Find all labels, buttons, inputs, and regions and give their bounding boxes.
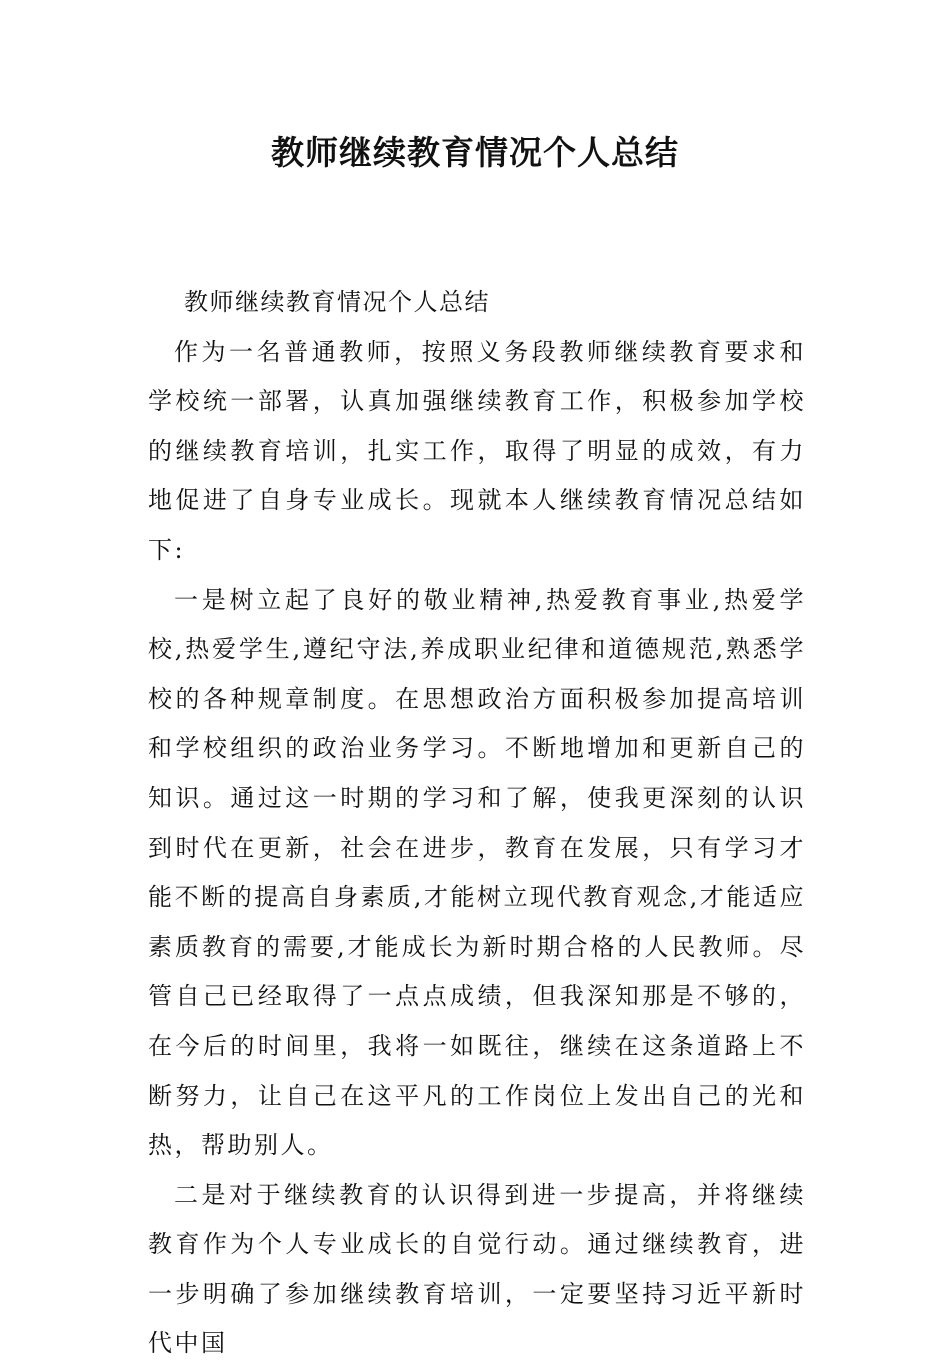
paragraph-point-one: 一是树立起了良好的敬业精神,热爱教育事业,热爱学校,热爱学生,遵纪守法,养成职业纪律和道德规范,熟悉学校的各种规章制度。在思想政治方面积极参加提高培训和学校组织的政治业务学习。不断地增加和更新自己的知识。通过这一时期的学习和了解，使我更深刻的认识到时代在更新，社会在进步，教育在发展，只有学习才能不断的提高自身素质,才能树立现代教育观念,才能适应素质教育的需要,才能成长为新时期合格的人民教师。尽管自己已经取得了一点点成绩，但我深知那是不够的，在今后的时间里，我将一如既往，继续在这条道路上不断努力，让自己在这平凡的工作岗位上发出自己的光和热，帮助别人。	[148, 585, 806, 1160]
paragraph-point-two: 二是对于继续教育的认识得到进一步提高，并将继续教育作为个人专业成长的自觉行动。通过继续教育，进一步明确了参加继续教育培训，一定要坚持习近平新时代中国	[148, 1180, 806, 1358]
body-heading: 教师继续教育情况个人总结	[184, 288, 490, 316]
document-title: 教师继续教育情况个人总结	[271, 133, 679, 172]
paragraph-intro: 作为一名普通教师，按照义务段教师继续教育要求和学校统一部署，认真加强继续教育工作，积极参加学校的继续教育培训，扎实工作，取得了明显的成效，有力地促进了自身专业成长。现就本人继续教育情况总结如下:	[148, 337, 806, 564]
document-body	[148, 278, 806, 1369]
